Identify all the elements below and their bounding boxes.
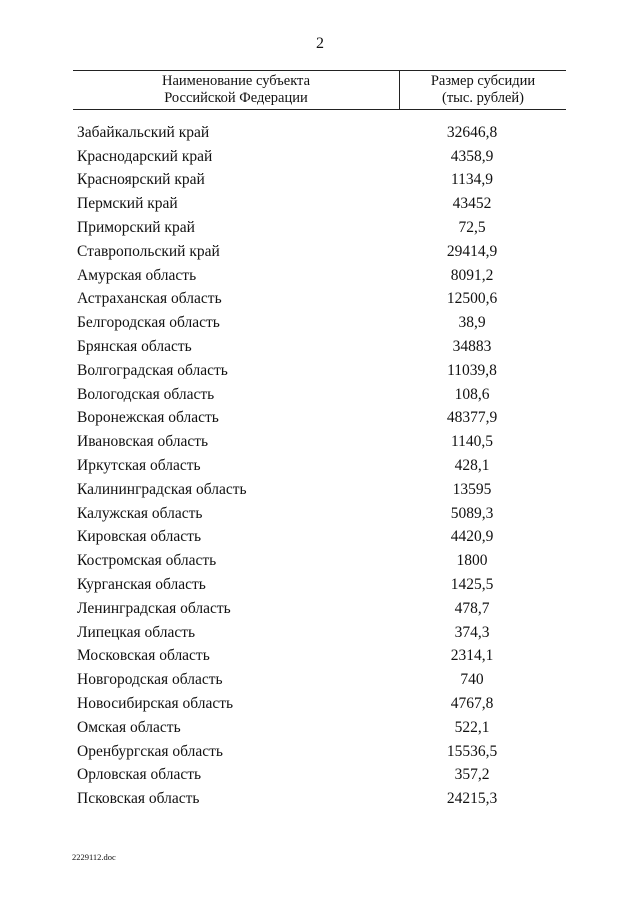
region-name: Новосибирская область (77, 695, 234, 713)
table-row (77, 335, 567, 359)
subsidy-amount: 11039,8 (447, 361, 497, 379)
subsidy-amount: 4420,9 (450, 528, 494, 546)
region-name: Приморский край (77, 219, 195, 237)
table-row (77, 240, 567, 264)
region-name: Ивановская область (77, 433, 209, 451)
region-name: Забайкальский край (77, 123, 210, 141)
region-name: Московская область (77, 647, 210, 665)
subsidy-amount: 12500,6 (446, 290, 498, 308)
subsidy-amount: 1425,5 (450, 576, 494, 594)
table-row (77, 787, 567, 811)
subsidy-amount: 5089,3 (450, 504, 494, 522)
table-row (77, 121, 567, 145)
subsidy-amount: 1800 (456, 552, 488, 570)
subsidy-amount: 357,2 (454, 766, 490, 784)
column-header-subsidy-line2: (тыс. рублей) (442, 90, 524, 106)
table-row (77, 597, 567, 621)
table-row (77, 573, 567, 597)
column-header-subsidy (400, 71, 566, 109)
table-body (77, 121, 567, 811)
region-name: Ставропольский край (77, 242, 220, 260)
table-row (77, 526, 567, 550)
column-header-region (73, 71, 400, 109)
table-row (77, 621, 567, 645)
region-name: Амурская область (77, 266, 197, 284)
table-row (77, 478, 567, 502)
subsidy-amount: 34883 (452, 338, 492, 356)
table-row (77, 192, 567, 216)
table-row (77, 716, 567, 740)
subsidy-amount: 29414,9 (446, 242, 498, 260)
subsidy-amount: 43452 (452, 195, 492, 213)
table-row (77, 288, 567, 312)
table-row (77, 740, 567, 764)
region-name: Оренбургская область (77, 742, 223, 760)
table-row (77, 764, 567, 788)
subsidy-amount: 1134,9 (450, 171, 494, 189)
table-row (77, 145, 567, 169)
table-row (77, 692, 567, 716)
subsidy-amount: 8091,2 (450, 266, 494, 284)
table-row (77, 216, 567, 240)
subsidy-amount: 24215,3 (446, 790, 498, 808)
table-row (77, 311, 567, 335)
subsidy-amount: 32646,8 (446, 123, 498, 141)
subsidy-amount: 740 (460, 671, 484, 689)
subsidy-amount: 374,3 (454, 623, 490, 641)
table-row (77, 454, 567, 478)
subsidy-amount: 4358,9 (450, 147, 494, 165)
region-name: Костромская область (77, 552, 217, 570)
table-row (77, 549, 567, 573)
region-name: Калужская область (77, 504, 203, 522)
subsidy-amount: 108,6 (454, 385, 490, 403)
region-name: Кировская область (77, 528, 202, 546)
region-name: Вологодская область (77, 385, 215, 403)
table-row (77, 668, 567, 692)
subsidy-amount: 15536,5 (446, 742, 498, 760)
region-name: Иркутская область (77, 457, 201, 475)
table-header (73, 70, 566, 110)
region-name: Астраханская область (77, 290, 222, 308)
region-name: Волгоградская область (77, 361, 228, 379)
table-row (77, 264, 567, 288)
region-name: Липецкая область (77, 623, 196, 641)
region-name: Новгородская область (77, 671, 223, 689)
table-row (77, 359, 567, 383)
table-row (77, 407, 567, 431)
column-header-region-line2: Российской Федерации (164, 90, 308, 106)
region-name: Псковская область (77, 790, 200, 808)
region-name: Ленинградская область (77, 599, 231, 617)
region-name: Краснодарский край (77, 147, 213, 165)
subsidy-amount: 478,7 (454, 599, 490, 617)
subsidy-amount: 13595 (452, 480, 492, 498)
table-row (77, 430, 567, 454)
table-row (77, 169, 567, 193)
subsidy-amount: 38,9 (458, 314, 486, 332)
page-number: 2 (316, 35, 324, 52)
subsidy-amount: 1140,5 (450, 433, 494, 451)
region-name: Пермский край (77, 195, 178, 213)
table-row (77, 645, 567, 669)
document-filename: 2229112.doc (72, 852, 116, 862)
region-name: Орловская область (77, 766, 202, 784)
column-header-region-line1: Наименование субъекта (161, 73, 311, 89)
subsidy-amount: 2314,1 (450, 647, 494, 665)
subsidy-amount: 48377,9 (446, 409, 498, 427)
table-row (77, 383, 567, 407)
subsidy-amount: 4767,8 (450, 695, 494, 713)
region-name: Воронежская область (77, 409, 219, 427)
region-name: Омская область (77, 718, 181, 736)
subsidy-amount: 72,5 (458, 219, 486, 237)
subsidy-amount: 522,1 (454, 718, 490, 736)
column-header-subsidy-line1: Размер субсидии (430, 73, 536, 89)
region-name: Курганская область (77, 576, 206, 594)
subsidy-amount: 428,1 (454, 457, 490, 475)
region-name: Калининградская область (77, 480, 247, 498)
table-row (77, 502, 567, 526)
region-name: Белгородская область (77, 314, 220, 332)
region-name: Красноярский край (77, 171, 205, 189)
region-name: Брянская область (77, 338, 192, 356)
